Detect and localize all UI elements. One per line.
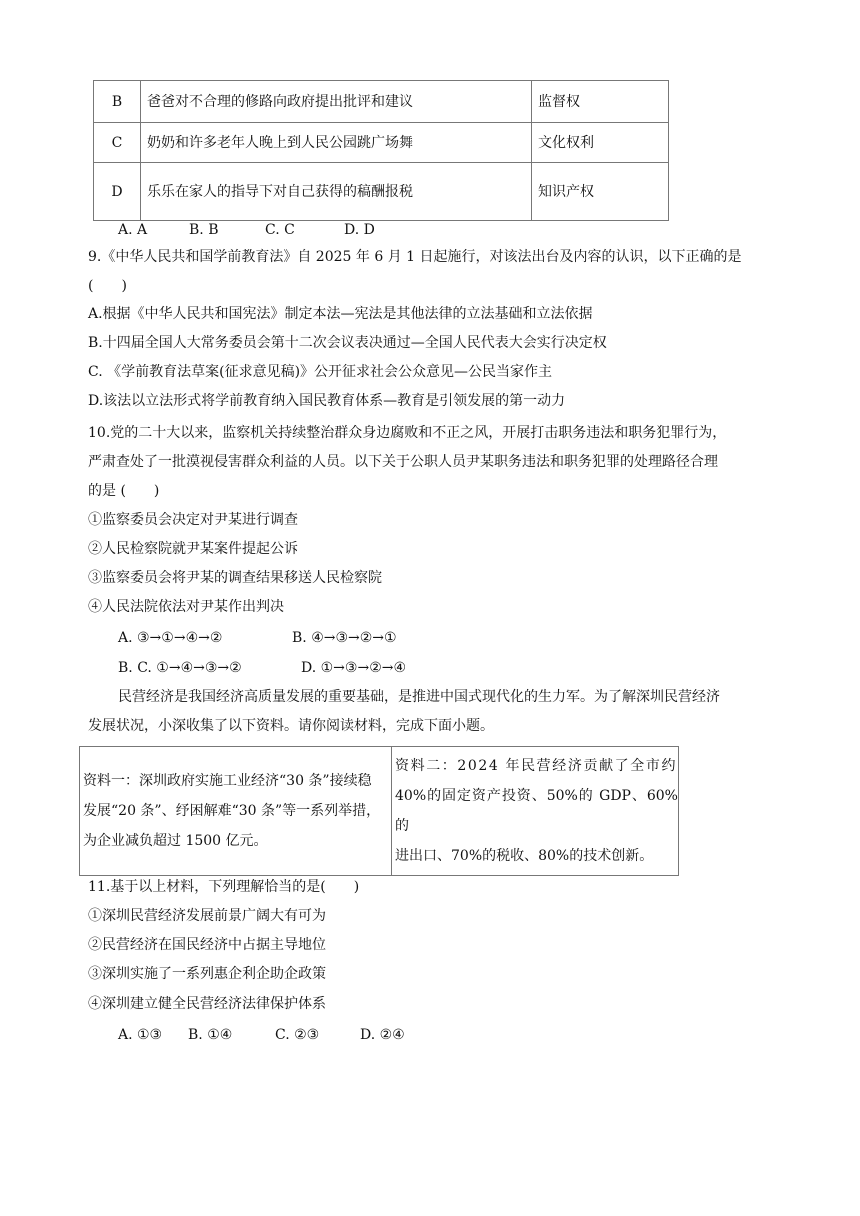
material-one-line: 发展“20 条”、纾困解难“30 条”等一系列举措， [83, 803, 381, 819]
option-letter: C [94, 123, 141, 163]
q10-option-b: B. ④→③→②→① [292, 630, 397, 646]
option-letter: D [94, 163, 141, 221]
q10-option-c: B. C. ①→④→③→② [118, 660, 242, 676]
table-row [94, 81, 669, 123]
q10-stem-line: 的是 ( ) [88, 483, 160, 499]
material-one-line: 为企业减负超过 1500 亿元。 [83, 833, 268, 849]
material-two-line: 资料二：2024 年民营经济贡献了全市约 [395, 758, 678, 774]
q11-item: ①深圳民营经济发展前景广阔大有可为 [88, 908, 326, 924]
q10-stem-line: 严肃查处了一批漠视侵害群众利益的人员。以下关于公职人员尹某职务违法和职务犯罪的处理路径合理 [88, 454, 718, 470]
q11-option-c: C. ②③ [275, 1027, 320, 1043]
q10-option-a: A. ③→①→④→② [118, 630, 223, 646]
q10-item: ②人民检察院就尹某案件提起公诉 [88, 541, 298, 557]
material-one [80, 747, 392, 876]
material-two [392, 747, 679, 876]
table-row [94, 163, 669, 221]
material-one-line: 资料一：深圳政府实施工业经济“30 条”接续稳 [83, 773, 372, 789]
q8-option-d: D. D [344, 222, 375, 238]
question8-table [93, 80, 669, 221]
q10-item: ①监察委员会决定对尹某进行调查 [88, 512, 298, 528]
q11-item: ③深圳实施了一系列惠企利企助企政策 [88, 966, 326, 982]
q8-option-a: A. A [118, 222, 148, 238]
material-two-line: 40%的固定资产投资、50%的 GDP、60%的 [395, 788, 678, 834]
q10-option-d: D. ①→③→②→④ [301, 660, 407, 676]
q11-stem: 11.基于以上材料，下列理解恰当的是( ) [88, 879, 360, 895]
option-letter: B [94, 81, 141, 123]
option-content: 奶奶和许多老年人晚上到人民公园跳广场舞 [141, 123, 532, 163]
q11-option-d: D. ②④ [360, 1027, 405, 1043]
option-content: 爸爸对不合理的修路向政府提出批评和建议 [141, 81, 532, 123]
q9-option-c: C. 《学前教育法草案(征求意见稿)》公开征求社会公众意见—公民当家作主 [88, 364, 553, 380]
q8-option-b: B. B [189, 222, 219, 238]
q9-stem-bracket: ( ) [88, 278, 127, 294]
intro-line: 发展状况，小深收集了以下资料。请你阅读材料，完成下面小题。 [88, 718, 494, 734]
q11-item: ④深圳建立健全民营经济法律保护体系 [88, 996, 326, 1012]
q9-stem: 9.《中华人民共和国学前教育法》自 2025 年 6 月 1 日起施行，对该法出台及内容的认识，以下正确的是 [88, 249, 742, 265]
q10-item: ③监察委员会将尹某的调查结果移送人民检察院 [88, 570, 382, 586]
q10-item: ④人民法院依法对尹某作出判决 [88, 599, 284, 615]
q8-option-c: C. C [265, 222, 295, 238]
intro-line: 民营经济是我国经济高质量发展的重要基础，是推进中国式现代化的生力军。为了解深圳民营经济 [118, 689, 720, 705]
q10-stem-line: 10.党的二十大以来，监察机关持续整治群众身边腐败和不正之风，开展打击职务违法和职务犯罪行为， [88, 425, 727, 441]
materials-table [79, 746, 679, 876]
q11-option-a: A. ①③ [118, 1027, 163, 1043]
q9-option-a: A.根据《中华人民共和国宪法》制定本法—宪法是其他法律的立法基础和立法依据 [88, 306, 593, 322]
q11-option-b: B. ①④ [188, 1027, 233, 1043]
material-two-line: 进出口、70%的税收、80%的技术创新。 [395, 848, 654, 864]
q11-item: ②民营经济在国民经济中占据主导地位 [88, 937, 326, 953]
q9-option-d: D.该法以立法形式将学前教育纳入国民教育体系—教育是引领发展的第一动力 [88, 393, 566, 409]
table-row [94, 123, 669, 163]
option-right: 知识产权 [532, 163, 669, 221]
q9-option-b: B.十四届全国人大常务委员会第十二次会议表决通过—全国人民代表大会实行决定权 [88, 335, 607, 351]
option-right: 文化权利 [532, 123, 669, 163]
table-row [80, 747, 679, 876]
option-right: 监督权 [532, 81, 669, 123]
option-content: 乐乐在家人的指导下对自己获得的稿酬报税 [141, 163, 532, 221]
